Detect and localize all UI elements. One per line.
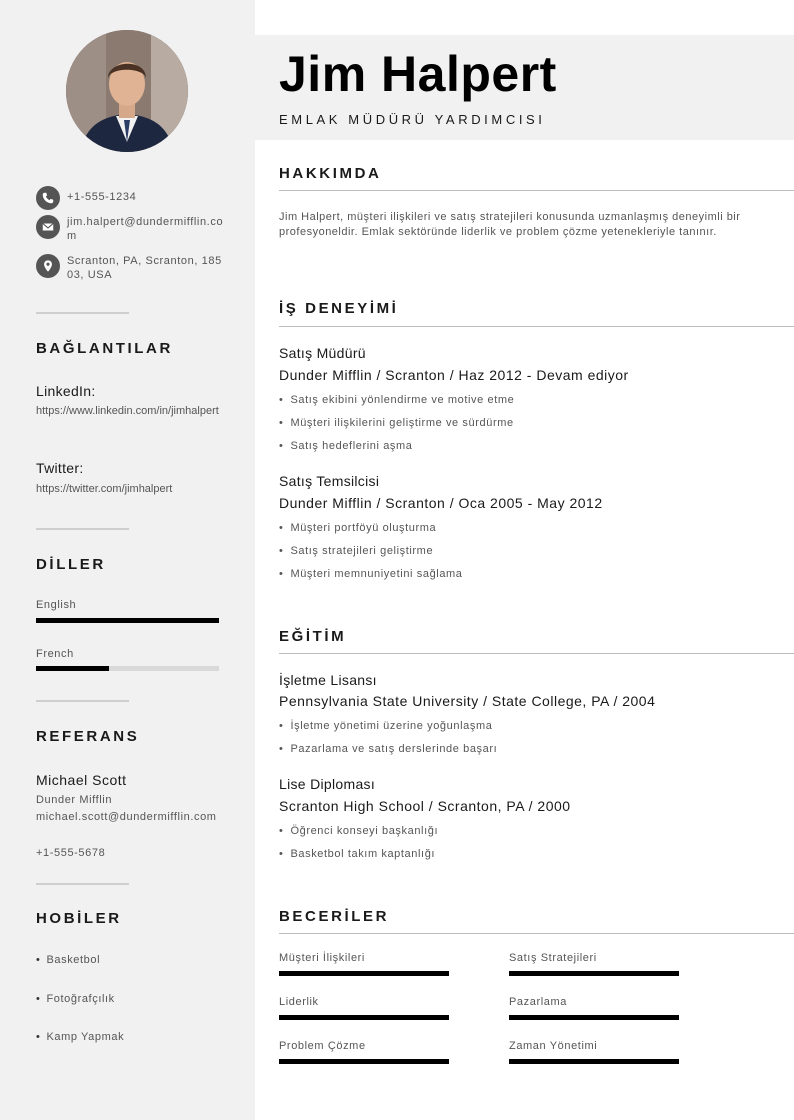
language-name: English xyxy=(36,599,77,611)
education-entry-title: Lise Diploması xyxy=(279,776,376,792)
job-title: EMLAK MÜDÜRÜ YARDIMCISI xyxy=(279,112,546,127)
reference-phone: +1-555-5678 xyxy=(36,847,106,859)
language-name: French xyxy=(36,648,74,660)
language-level-fill xyxy=(36,666,109,671)
skill-name: Zaman Yönetimi xyxy=(509,1040,598,1052)
reference-email: michael.scott@dundermifflin.com xyxy=(36,811,217,823)
bullet-text: Satış ekibini yönlendirme ve motive etme xyxy=(290,394,515,406)
references-heading: REFERANS xyxy=(36,728,140,745)
education-bullet: • Öğrenci konseyi başkanlığı xyxy=(279,825,439,837)
skill-level-bar xyxy=(279,971,449,976)
bullet-text: Müşteri ilişkilerini geliştirme ve sürdürme xyxy=(290,417,514,429)
skill-level-fill xyxy=(509,1059,679,1064)
skill-level-bar xyxy=(509,971,679,976)
education-heading: EĞİTİM xyxy=(279,628,347,645)
skill-level-fill xyxy=(509,971,679,976)
hobby-label: Kamp Yapmak xyxy=(46,1031,125,1043)
languages-heading: DİLLER xyxy=(36,556,106,573)
reference-company: Dunder Mifflin xyxy=(36,794,113,806)
education-entry-subtitle: Pennsylvania State University / State College, PA / 2004 xyxy=(279,693,656,709)
skill-level-fill xyxy=(509,1015,679,1020)
links-heading: BAĞLANTILAR xyxy=(36,340,173,357)
bullet-text: Pazarlama ve satış derslerinde başarı xyxy=(290,743,498,755)
bullet-text: Müşteri portföyü oluşturma xyxy=(290,522,437,534)
about-heading: HAKKIMDA xyxy=(279,165,382,182)
sidebar-divider xyxy=(36,312,129,314)
job-bullet: • Satış stratejileri geliştirme xyxy=(279,545,434,557)
email-address: jim.halpert@dundermifflin.com xyxy=(67,216,224,242)
skill-level-fill xyxy=(279,1015,449,1020)
education-bullet: • Pazarlama ve satış derslerinde başarı xyxy=(279,743,498,755)
avatar xyxy=(66,30,188,152)
skill-name: Müşteri İlişkileri xyxy=(279,952,365,964)
education-entry-title: İşletme Lisansı xyxy=(279,672,377,688)
language-level-bar xyxy=(36,666,219,671)
skill-level-fill xyxy=(279,971,449,976)
profile-photo xyxy=(66,30,188,152)
job-bullet: • Müşteri ilişkilerini geliştirme ve sürdürme xyxy=(279,417,514,429)
hobby-item: • Kamp Yapmak xyxy=(36,1031,125,1043)
job-entry-subtitle: Dunder Mifflin / Scranton / Haz 2012 - Devam ediyor xyxy=(279,367,629,383)
twitter-label: Twitter: xyxy=(36,460,84,476)
about-text: Jim Halpert, müşteri ilişkileri ve satış stratejileri konusunda uzmanlaşmış deneyimli bir profesyoneldir. Emlak sektöründe liderlik ve problem çözme yetenekleriyle tanınır. xyxy=(279,211,741,238)
phone-icon xyxy=(36,186,60,210)
language-level-bar xyxy=(36,618,219,623)
bullet-text: Öğrenci konseyi başkanlığı xyxy=(290,825,439,837)
bullet-text: Müşteri memnuniyetini sağlama xyxy=(290,568,463,580)
bullet-text: Satış hedeflerini aşma xyxy=(290,440,413,452)
skill-name: Pazarlama xyxy=(509,996,567,1008)
skills-heading: BECERİLER xyxy=(279,908,390,925)
phone-number: +1-555-1234 xyxy=(67,191,137,203)
bullet-text: İşletme yönetimi üzerine yoğunlaşma xyxy=(290,720,493,732)
skill-level-bar xyxy=(279,1015,449,1020)
education-bullet: • İşletme yönetimi üzerine yoğunlaşma xyxy=(279,720,493,732)
experience-heading: İŞ DENEYİMİ xyxy=(279,300,399,317)
reference-name: Michael Scott xyxy=(36,772,127,788)
envelope-icon xyxy=(36,215,60,239)
job-bullet: • Müşteri portföyü oluşturma xyxy=(279,522,437,534)
skill-level-fill xyxy=(279,1059,449,1064)
hobby-label: Basketbol xyxy=(46,954,101,966)
language-level-fill xyxy=(36,618,219,623)
full-name: Jim Halpert xyxy=(279,46,557,102)
education-entry-subtitle: Scranton High School / Scranton, PA / 2000 xyxy=(279,798,571,814)
twitter-link[interactable]: https://twitter.com/jimhalpert xyxy=(36,483,173,495)
skill-level-bar xyxy=(279,1059,449,1064)
postal-address: Scranton, PA, Scranton, 18503, USA xyxy=(67,255,222,281)
education-bullet: • Basketbol takım kaptanlığı xyxy=(279,848,436,860)
skill-name: Liderlik xyxy=(279,996,319,1008)
hobby-item: • Basketbol xyxy=(36,954,101,966)
hobby-item: • Fotoğrafçılık xyxy=(36,993,115,1005)
bullet-text: Basketbol takım kaptanlığı xyxy=(290,848,436,860)
job-entry-title: Satış Temsilcisi xyxy=(279,473,380,489)
hobbies-heading: HOBİLER xyxy=(36,910,122,927)
contact-phone xyxy=(36,186,227,210)
job-bullet: • Satış ekibini yönlendirme ve motive etme xyxy=(279,394,515,406)
map-pin-icon xyxy=(36,254,60,278)
sidebar-divider xyxy=(36,883,129,885)
section-rule xyxy=(279,653,794,654)
job-entry-title: Satış Müdürü xyxy=(279,345,366,361)
skill-name: Satış Stratejileri xyxy=(509,952,597,964)
hobby-label: Fotoğrafçılık xyxy=(46,993,115,1005)
contact-email xyxy=(36,215,227,243)
job-bullet: • Müşteri memnuniyetini sağlama xyxy=(279,568,463,580)
section-rule xyxy=(279,933,794,934)
section-rule xyxy=(279,190,794,191)
job-bullet: • Satış hedeflerini aşma xyxy=(279,440,413,452)
job-entry-subtitle: Dunder Mifflin / Scranton / Oca 2005 - May 2012 xyxy=(279,495,603,511)
bullet-text: Satış stratejileri geliştirme xyxy=(290,545,434,557)
linkedin-label: LinkedIn: xyxy=(36,383,96,399)
linkedin-link[interactable]: https://www.linkedin.com/in/jimhalpert xyxy=(36,405,219,417)
section-rule xyxy=(279,326,794,327)
skill-level-bar xyxy=(509,1059,679,1064)
contact-address xyxy=(36,254,227,282)
skill-level-bar xyxy=(509,1015,679,1020)
skill-name: Problem Çözme xyxy=(279,1040,366,1052)
sidebar-divider xyxy=(36,700,129,702)
sidebar-divider xyxy=(36,528,129,530)
